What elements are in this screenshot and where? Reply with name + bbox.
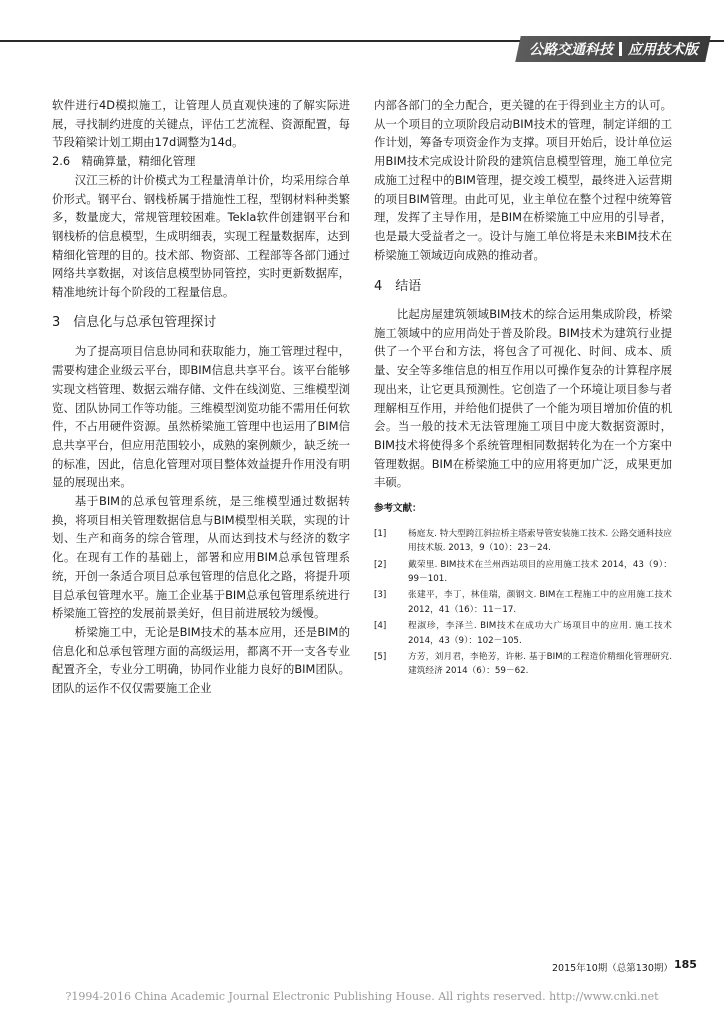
references-heading: 参考文献： xyxy=(374,503,422,515)
reference-item xyxy=(374,588,672,617)
subsection-2-6-heading: 2.6 精确算量，精细化管理 xyxy=(52,154,196,169)
section-3-heading: 3 信息化与总承包管理探讨 xyxy=(52,314,217,330)
reference-text: 张建平，李丁，林佳瑞，颜钢文. BIM在工程施工中的应用施工技术 2012，41（16）：11－17. xyxy=(408,590,672,615)
journal-name: 公路交通科技 xyxy=(528,42,613,58)
reference-number: [5] xyxy=(374,652,387,663)
references-list xyxy=(374,527,672,679)
reference-text: 杨庭友. 特大型跨江斜拉桥主塔索导管安装施工技术. 公路交通科技应用技术版. 2013，9（10）：23－24. xyxy=(408,528,672,554)
page-number: 185 xyxy=(674,958,697,971)
paragraph: 比起房屋建筑领域BIM技术的综合运用集成阶段，桥梁施工领域中的应用尚处于普及阶段。BIM技术为建筑行业提供了一个平台和方法，将包含了可视化、时间、成本、质量、安全等多维信息的相互作用以可操作复杂的计算程序展现出来，让它更具预测性。它创造了一个环境让项目参与者理解相互作用，并给他们提供了一个能为项目增加价值的机会。当一般的技术无法管理施工项目中庞大数据资源时，BIM技术将使得多个系统管理相同数据转化为在一个方案中管理数据。BIM在桥梁施工中的应用将更加广泛，成果更加丰硕。 xyxy=(374,307,672,490)
paragraph-continued: 内部各部门的全力配合，更关键的在于得到业主方的认可。从一个项目的立项阶段启动BIM技术的管理，制定详细的工作计划，筹备专项资金作为支撑。项目开始后，设计单位运用BIM技术完成设计阶段的建筑信息模型管理，施工单位完成施工过程中的BIM管理，提交竣工模型，最终进入运营期的项目BIM管理。由此可见，业主单位在整个过程中统筹管理，发挥了主导作用，是BIM在桥梁施工中应用的引导者，也是最大受益者之一。设计与施工单位将是未来BIM技术在桥梁施工领域迈向成熟的推动者。 xyxy=(374,98,672,262)
reference-text: 方芳，刘月君，李艳芳，许彬. 基于BIM的工程造价精细化管理研究. 建筑经济 2014（6）：59－62. xyxy=(408,652,672,677)
section-4-heading: 4 结语 xyxy=(374,279,422,295)
issue-info: 2015年10期（总第130期） xyxy=(552,963,673,974)
left-column xyxy=(52,96,350,698)
paragraph: 汉江三桥的计价模式为工程量清单计价，均采用综合单价形式。钢平台、钢栈桥属于措施性工程，型钢材料种类繁多，数量庞大，常规管理较困难。Tekla软件创建钢平台和钢栈桥的信息模型，生成明细表，实现工程量数据库，达到精细化管理的目的。技术部、物资部、工程部等各部门通过网络共享数据，对该信息模型协同管控，实时更新数据库，精准地统计每个阶段的工程量信息。 xyxy=(52,172,350,300)
reference-item xyxy=(374,558,672,587)
reference-item xyxy=(374,650,672,679)
journal-banner xyxy=(515,36,711,62)
paragraph-continued: 软件进行4D模拟施工，让管理人员直观快速的了解实际进展，寻找制约进度的关键点，评估工艺流程、资源配置，每节段箱梁计划工期由17d调整为14d。 xyxy=(52,98,350,150)
banner-separator xyxy=(619,42,622,56)
paragraph: 为了提高项目信息协同和获取能力，施工管理过程中，需要构建企业级云平台，即BIM信息共享平台。该平台能够实现文档管理、数据云端存储、文件在线浏览、三维模型浏览、团队协同工作等功能。三维模型浏览功能不需用任何软件，不占用硬件资源。虽然桥梁施工管理中也运用了BIM信息共享平台，但应用范围较小，成熟的案例颇少，缺乏统一的标准，因此，信息化管理对项目整体效益提升作用没有明显的展现出来。 xyxy=(52,344,350,490)
reference-number: [4] xyxy=(374,621,387,632)
copyright-notice: ?1994-2016 China Academic Journal Electronic Publishing House. All rights reserved. http://www.cnki.net xyxy=(65,990,659,1003)
paragraph: 桥梁施工中，无论是BIM技术的基本应用，还是BIM的信息化和总承包管理方面的高级运用，都离不开一支各专业配置齐全，专业分工明确，协同作业能力良好的BIM团队。团队的运作不仅仅需要施工企业 xyxy=(52,624,350,696)
reference-number: [3] xyxy=(374,590,387,601)
reference-text: 戴荣里. BIM技术在兰州西站项目的应用施工技术 2014，43（9）：99－101. xyxy=(408,559,672,584)
reference-number: [1] xyxy=(374,528,387,539)
reference-text: 程淑珍，李泽兰. BIM技术在成功大广场项目中的应用. 施工技术 2014，43（9）：102－105. xyxy=(408,621,672,646)
paragraph: 基于BIM的总承包管理系统，是三维模型通过数据转换，将项目相关管理数据信息与BIM模型相关联，实现的计划、生产和商务的综合管理，从而达到技术与经济的数字化。在现有工作的基础上，部署和应用BIM总承包管理系统，开创一条适合项目总承包管理的信息化之路，将提升项目总承包管理水平。施工企业基于BIM总承包管理系统进行桥梁施工管控的发展前景美好，但目前进展较为缓慢。 xyxy=(52,494,350,621)
reference-item xyxy=(374,527,672,556)
right-column xyxy=(374,96,672,681)
reference-number: [2] xyxy=(374,559,387,570)
reference-item xyxy=(374,619,672,648)
journal-section: 应用技术版 xyxy=(627,42,698,58)
